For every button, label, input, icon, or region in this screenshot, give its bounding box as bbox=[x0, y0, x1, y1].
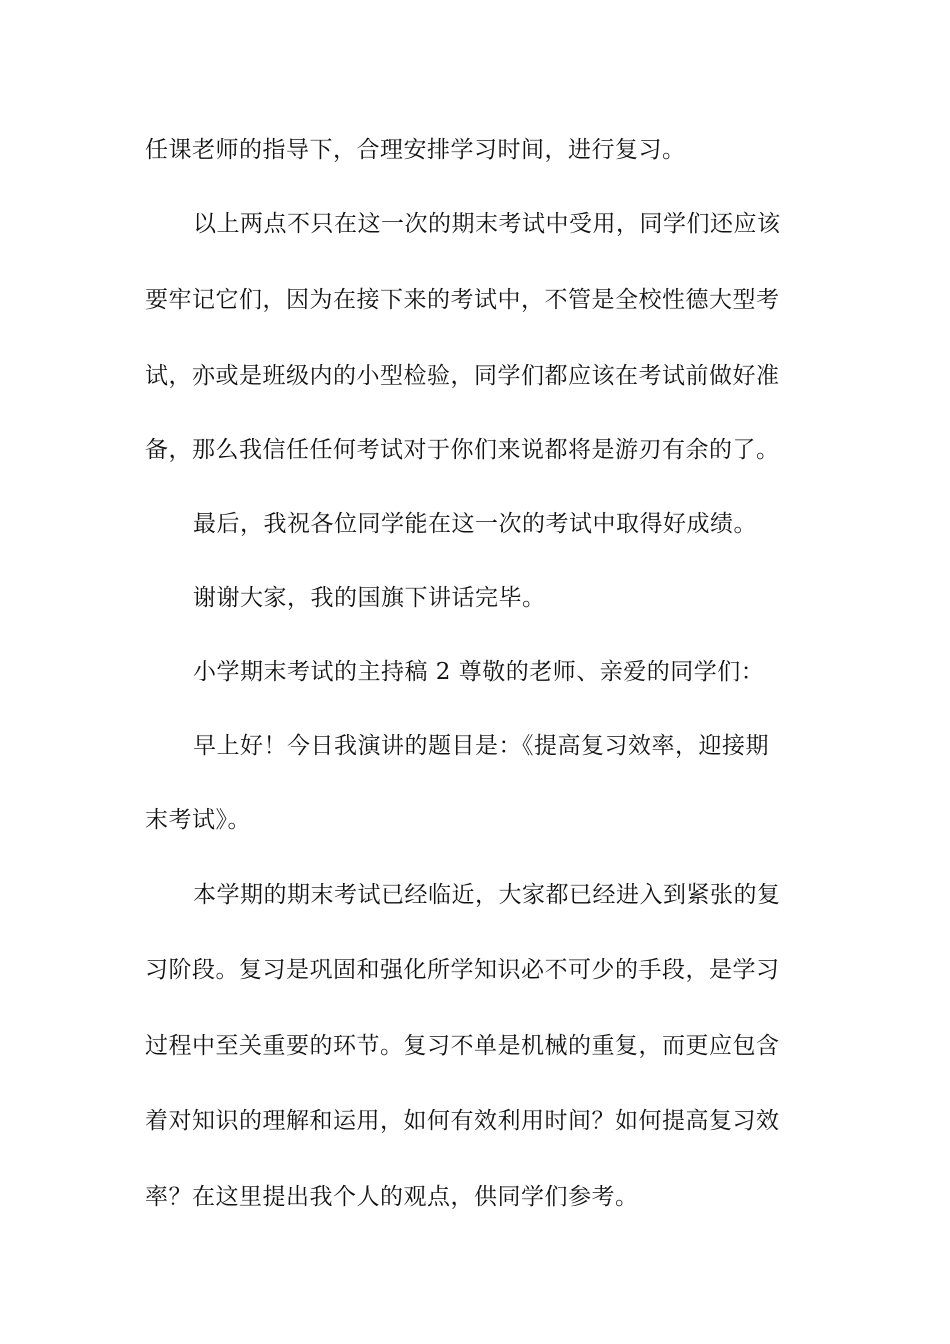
paragraph-start-line: 早上好！今日我演讲的题目是：《提高复习效率，迎接期 bbox=[193, 733, 769, 759]
text-line: 试，亦或是班级内的小型检验，同学们都应该在考试前做好准 bbox=[145, 363, 780, 389]
text-line: 过程中至关重要的环节。复习不单是机械的重复，而更应包含 bbox=[145, 1033, 780, 1059]
text-line: 习阶段。复习是巩固和强化所学知识必不可少的手段，是学习 bbox=[145, 957, 780, 983]
text-line: 着对知识的理解和运用，如何有效利用时间？如何提高复习效 bbox=[145, 1108, 780, 1134]
paragraph-start-line: 小学期末考试的主持稿 2 尊敬的老师、亲爱的同学们： bbox=[193, 659, 765, 685]
text-line: 任课老师的指导下，合理安排学习时间，进行复习。 bbox=[145, 137, 686, 163]
text-line: 备，那么我信任任何考试对于你们来说都将是游刃有余的了。 bbox=[145, 437, 780, 463]
paragraph-start-line: 谢谢大家，我的国旗下讲话完毕。 bbox=[193, 585, 546, 611]
text-line: 末考试》。 bbox=[145, 807, 251, 833]
paragraph-start-line: 最后，我祝各位同学能在这一次的考试中取得好成绩。 bbox=[193, 511, 757, 537]
paragraph-start-line: 本学期的期末考试已经临近，大家都已经进入到紧张的复 bbox=[193, 882, 781, 908]
text-line: 率？在这里提出我个人的观点，供同学们参考。 bbox=[145, 1184, 639, 1210]
text-line: 要牢记它们，因为在接下来的考试中，不管是全校性德大型考 bbox=[145, 287, 780, 313]
paragraph-start-line: 以上两点不只在这一次的期末考试中受用，同学们还应该 bbox=[193, 211, 781, 237]
